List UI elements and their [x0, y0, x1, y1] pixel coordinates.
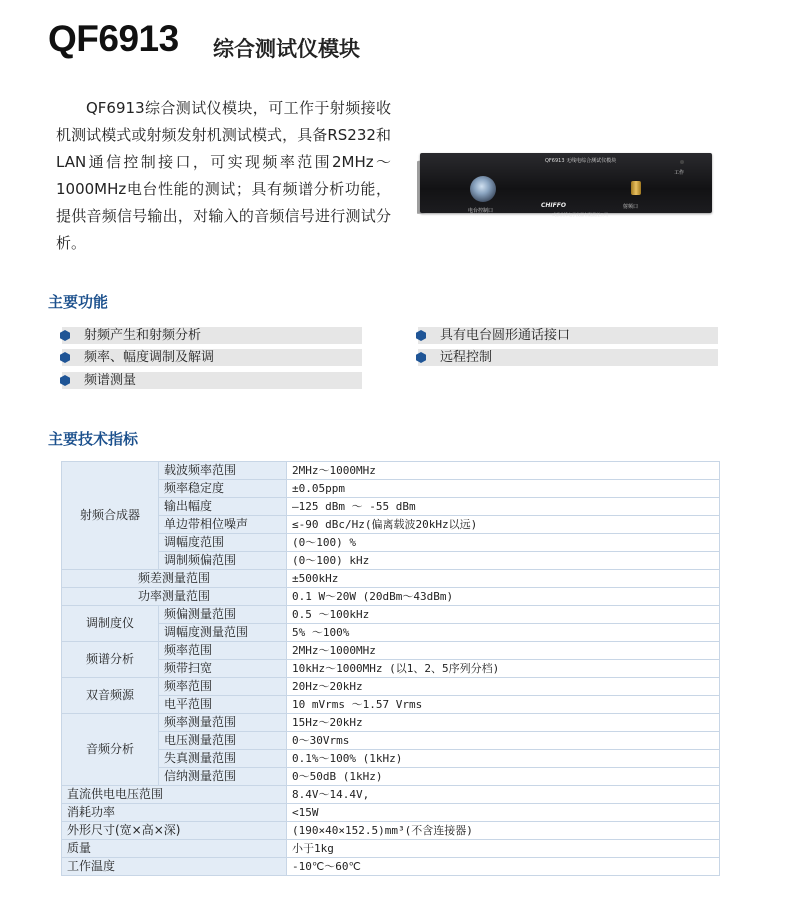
feature-item	[62, 372, 362, 389]
table-row	[62, 732, 720, 750]
spec-label: 直流供电电压范围	[62, 786, 287, 804]
feature-label: 远程控制	[440, 350, 493, 365]
spec-value: 2MHz～1000MHz	[287, 462, 720, 480]
table-row	[62, 552, 720, 570]
feature-item	[62, 349, 362, 366]
status-led-icon	[680, 160, 684, 164]
spec-label: 工作温度	[62, 858, 287, 876]
spec-value: ±0.05ppm	[287, 480, 720, 498]
spec-label: 频率范围	[159, 642, 287, 660]
circular-connector-icon	[470, 176, 496, 202]
spec-label: 功率测量范围	[62, 588, 287, 606]
specs-section-title: 主要技术指标	[48, 430, 139, 448]
table-row	[62, 498, 720, 516]
device-led-label: 工作	[674, 170, 685, 176]
table-row	[62, 606, 720, 624]
device-brand-logo: CHIFFO	[541, 202, 566, 209]
spec-value: ≤-90 dBc/Hz(偏离载波20kHz以远)	[287, 516, 720, 534]
spec-label: 质量	[62, 840, 287, 858]
spec-label: 输出幅度	[159, 498, 287, 516]
spec-value: 0.5 ～100kHz	[287, 606, 720, 624]
spec-value: ±500kHz	[287, 570, 720, 588]
spec-label: 调幅度测量范围	[159, 624, 287, 642]
spec-label: 失真测量范围	[159, 750, 287, 768]
table-row	[62, 822, 720, 840]
hexagon-bullet-icon	[416, 352, 426, 363]
spec-value: <15W	[287, 804, 720, 822]
table-row	[62, 516, 720, 534]
table-row	[62, 660, 720, 678]
hexagon-bullet-icon	[60, 375, 70, 386]
spec-value: 10kHz～1000MHz (以1、2、5序列分档)	[287, 660, 720, 678]
spec-group-label: 音频分析	[62, 714, 159, 786]
feature-label: 具有电台圆形通话接口	[440, 328, 571, 343]
spec-value: 8.4V～14.4V,	[287, 786, 720, 804]
spec-label: 消耗功率	[62, 804, 287, 822]
spec-value: (0～100) kHz	[287, 552, 720, 570]
hexagon-bullet-icon	[60, 352, 70, 363]
spec-value: 10 mVrms ～1.57 Vrms	[287, 696, 720, 714]
table-row	[62, 624, 720, 642]
product-model-title: QF6913	[48, 18, 179, 59]
spec-value: —125 dBm ～ -55 dBm	[287, 498, 720, 516]
spec-value: 0～30Vrms	[287, 732, 720, 750]
spec-label: 载波频率范围	[159, 462, 287, 480]
hexagon-bullet-icon	[416, 330, 426, 341]
spec-group-label: 射频合成器	[62, 462, 159, 570]
spec-label: 电压测量范围	[159, 732, 287, 750]
table-row	[62, 534, 720, 552]
spec-label: 单边带相位噪声	[159, 516, 287, 534]
product-name-title: 综合测试仪模块	[213, 37, 360, 61]
table-row	[62, 714, 720, 732]
hexagon-bullet-icon	[60, 330, 70, 341]
spec-value: 5% ～100%	[287, 624, 720, 642]
spec-label: 外形尺寸(宽×高×深)	[62, 822, 287, 840]
table-row	[62, 462, 720, 480]
device-rf-label: 射频口	[623, 204, 639, 210]
spec-value: 20Hz～20kHz	[287, 678, 720, 696]
spec-value: (190×40×152.5)mm³(不含连接器)	[287, 822, 720, 840]
table-row	[62, 588, 720, 606]
spec-label: 频率范围	[159, 678, 287, 696]
table-row	[62, 750, 720, 768]
device-connector-label: 电台控制口	[468, 208, 494, 214]
table-row	[62, 678, 720, 696]
spec-group-label: 双音频源	[62, 678, 159, 714]
table-row	[62, 768, 720, 786]
spec-value: 0.1%～100% (1kHz)	[287, 750, 720, 768]
features-section-title: 主要功能	[48, 293, 109, 311]
spec-label: 信纳测量范围	[159, 768, 287, 786]
spec-value: (0～100) %	[287, 534, 720, 552]
device-panel-title: QF6913 无线电综合测试仪模块	[545, 158, 617, 164]
spec-label: 调制频偏范围	[159, 552, 287, 570]
spec-group-label: 调制度仪	[62, 606, 159, 642]
feature-label: 频谱测量	[84, 373, 137, 388]
table-row	[62, 840, 720, 858]
spec-label: 频差测量范围	[62, 570, 287, 588]
spec-value: 15Hz～20kHz	[287, 714, 720, 732]
spec-value: 0.1 W～20W (20dBm～43dBm)	[287, 588, 720, 606]
spec-value: 0～50dB (1kHz)	[287, 768, 720, 786]
table-row	[62, 642, 720, 660]
spec-label: 频偏测量范围	[159, 606, 287, 624]
table-row	[62, 696, 720, 714]
specs-table	[61, 461, 720, 876]
feature-label: 频率、幅度调制及解调	[84, 350, 215, 365]
product-intro: QF6913综合测试仪模块，可工作于射频接收机测试模式或射频发射机测试模式，具备RS232和LAN通信控制接口，可实现频率范围2MHz～1000MHz电台性能的测试；具有频谱分析功能，提供音频信号输出，对输入的音频信号进行测试分析。	[56, 99, 391, 252]
feature-label: 射频产生和射频分析	[84, 328, 202, 343]
table-row	[62, 786, 720, 804]
table-row	[62, 570, 720, 588]
spec-value: 小于1kg	[287, 840, 720, 858]
feature-item	[418, 327, 718, 344]
spec-label: 频率稳定度	[159, 480, 287, 498]
spec-value: 2MHz～1000MHz	[287, 642, 720, 660]
feature-item	[418, 349, 718, 366]
table-row	[62, 858, 720, 876]
spec-label: 频率测量范围	[159, 714, 287, 732]
feature-item	[62, 327, 362, 344]
device-maker: 成都前锋电子仪器有限责任公司	[552, 212, 608, 217]
table-row	[62, 480, 720, 498]
rf-connector-icon	[631, 181, 641, 195]
spec-label: 频带扫宽	[159, 660, 287, 678]
spec-value: -10℃～60℃	[287, 858, 720, 876]
spec-label: 调幅度范围	[159, 534, 287, 552]
spec-label: 电平范围	[159, 696, 287, 714]
spec-group-label: 频谱分析	[62, 642, 159, 678]
table-row	[62, 804, 720, 822]
